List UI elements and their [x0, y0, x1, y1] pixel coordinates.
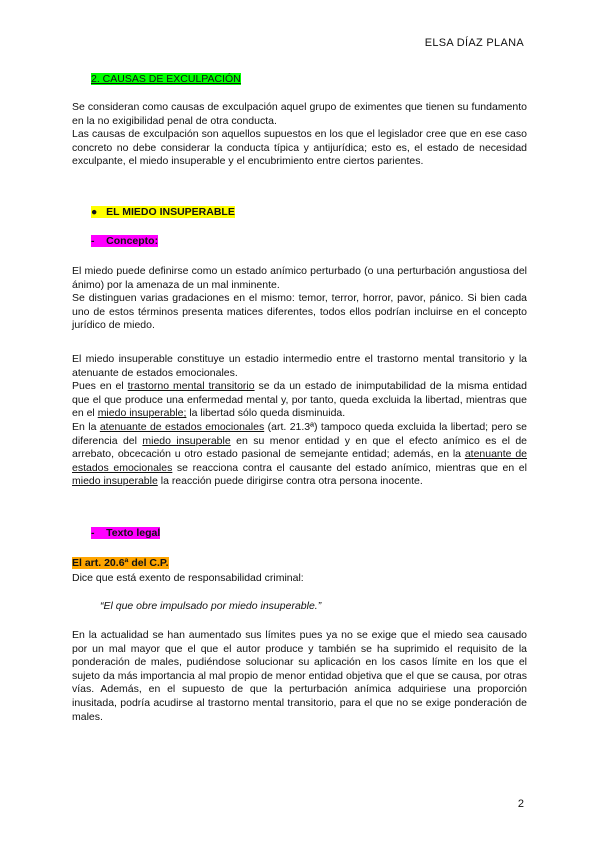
intro-paragraphs [72, 101, 527, 169]
concepto-label: Concepto: [106, 235, 159, 247]
concepto-paragraphs-1 [72, 265, 527, 333]
concepto-paragraph-1: El miedo puede definirse como un estado anímico perturbado (o una perturbación angustiosa del ánimo) por la amenaza de un mal inminente. [72, 265, 527, 291]
miedo-heading [91, 206, 235, 218]
article-quote: “El que obre impulsado por miedo insuperable.” [100, 600, 322, 612]
dash-marker: - [91, 527, 95, 539]
intro-paragraph-1: Se consideran como causas de exculpación aquel grupo de eximentes que tienen su fundamento en la no exigibilidad penal de otra conducta. [72, 101, 527, 127]
concepto-paragraph-3: El miedo insuperable constituye un estadio intermedio entre el trastorno mental transitorio y la atenuante de estados emocionales. [72, 353, 527, 379]
concepto-heading [91, 235, 158, 247]
concepto-paragraphs-2 [72, 353, 527, 489]
intro-paragraph-2: Las causas de exculpación son aquellos supuestos en los que el legislador cree que en ese caso concreto no debe considerar la conducta típica y antijurídica; esto es, el estado de necesidad exculpante, el miedo insuperable y el encubrimiento entre ciertos parientes. [72, 128, 527, 168]
underlined-term: atenuante de estados emocionales [72, 448, 527, 474]
legal-commentary-paragraph: En la actualidad se han aumentado sus límites pues ya no se exige que el miedo sea causado por un mal mayor que el que el autor produce y también se ha suprimido el requisito de la ponderación de males, pudiéndose solucionar su aplicación en los casos límite en los que el sujeto da más importancia al mal propio de menor entidad objetiva que el que se causa, por otras vías. Además, en el supuesto de que la perturbación anímica adquiriese una proporción inusitada, podría acudirse al trastorno mental transitorio, para el que no se exige ponderación de males. [72, 629, 527, 723]
header-author: ELSA DÍAZ PLANA [424, 37, 524, 49]
dash-marker: - [91, 235, 95, 247]
underlined-term: miedo insuperable [72, 475, 158, 488]
concepto-paragraph-2: Se distinguen varias gradaciones en el mismo: temor, terror, horror, pavor, pánico. Si bien cada uno de estos términos presenta matices diferentes, todos ellos podrían incluirse en el concepto jurídico de miedo. [72, 292, 527, 332]
underlined-term: trastorno mental transitorio [127, 380, 255, 393]
bullet-icon: ● [91, 206, 98, 218]
texto-legal-heading [91, 527, 160, 539]
underlined-term: atenuante de estados emocionales [99, 420, 265, 433]
underlined-term: miedo insuperable [142, 434, 231, 447]
texto-legal-label: Texto legal [106, 527, 161, 539]
miedo-title: EL MIEDO INSUPERABLE [106, 206, 235, 218]
article-intro: Dice que está exento de responsabilidad criminal: [72, 572, 304, 584]
concepto-paragraph-5: En la atenuante de estados emocionales (art. 21.3ª) tampoco queda excluida la libertad; pero se diferencia del miedo insuperable en su menor entidad y en que el efecto anímico es el de arrebato, obcecación u otro estado pasional de semejante entidad; además, en la atenuante de estados emocionales se reacciona contra el causante del estado anímico, mientras que en el miedo insuperable la reacción puede dirigirse contra otra persona inocente. [72, 420, 528, 488]
legal-commentary [72, 629, 527, 724]
concepto-paragraph-4: Pues en el trastorno mental transitorio se da un estado de inimputabilidad de la misma entidad que el que produce una enfermedad mental y, por tanto, queda excluida la libertad, mientras que en el miedo insuperable; la libertad sólo queda disminuida. [72, 380, 527, 420]
underlined-term: miedo insuperable; [97, 407, 187, 420]
page-number: 2 [517, 798, 524, 810]
article-title: El art. 20.6ª del C.P. [72, 557, 169, 569]
section-title: 2. CAUSAS DE EXCULPACIÓN [91, 73, 241, 85]
